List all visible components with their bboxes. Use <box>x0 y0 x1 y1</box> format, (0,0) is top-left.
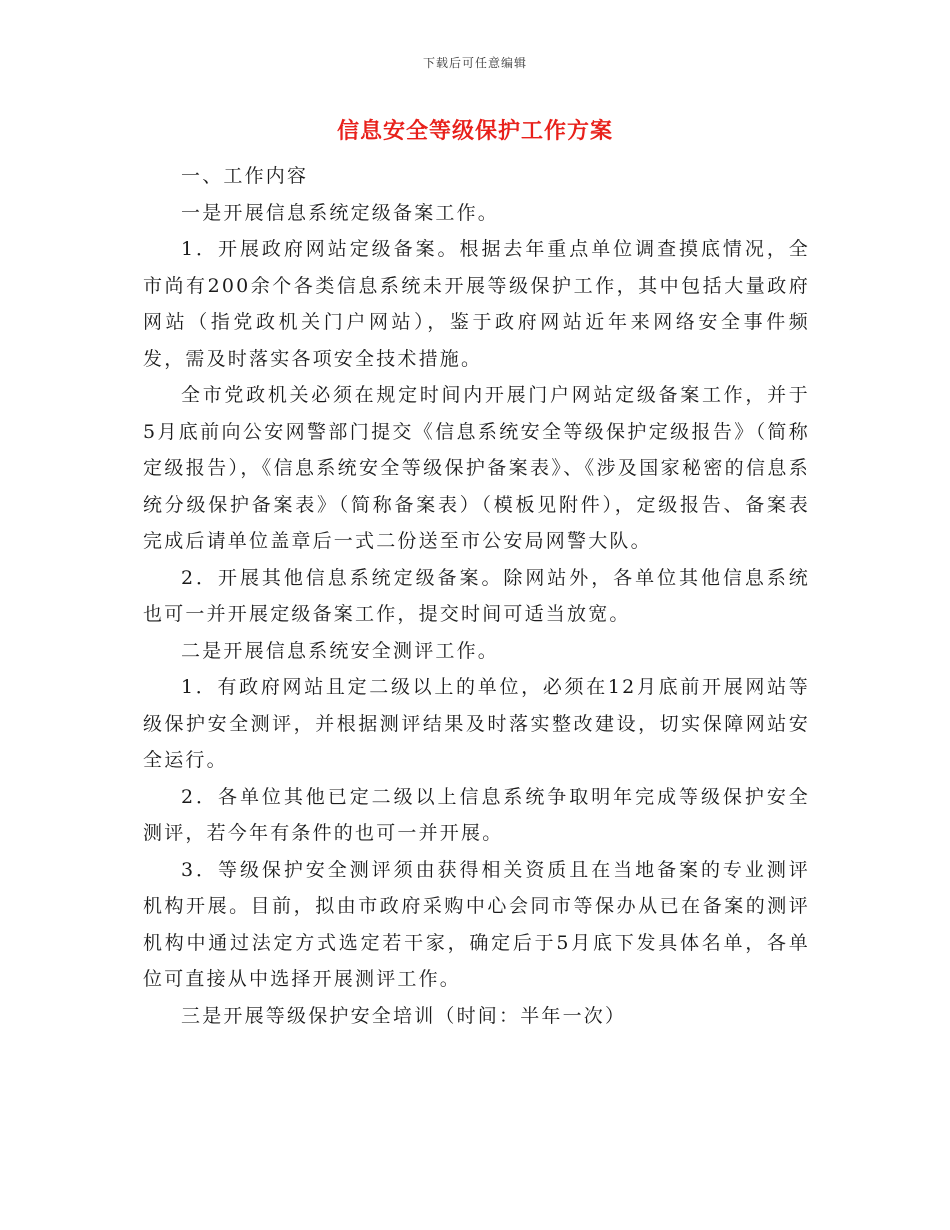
paragraph-filing-requirements: 全市党政机关必须在规定时间内开展门户网站定级备案工作，并于5月底前向公安网警部门提交《信息系统安全等级保护定级报告》（简称定级报告），《信息系统安全等级保护备案表》、《涉及国家秘密的信息系统分级保护备案表》（简称备案表）（模板见附件），定级报告、备案表完成后请单位盖章后一式二份送至市公安局网警大队。 <box>143 384 810 552</box>
header-note: 下载后可任意编辑 <box>422 56 527 70</box>
section-heading-work-content: 一、工作内容 <box>181 165 309 187</box>
item-heading-assessment: 二是开展信息系统安全测评工作。 <box>181 639 500 662</box>
paragraph-website-assessment: 1．有政府网站且定二级以上的单位，必须在12月底前开展网站等级保护安全测评，并根据测评结果及时落实整改建设，切实保障网站安全运行。 <box>143 676 810 771</box>
item-heading-filing: 一是开展信息系统定级备案工作。 <box>181 201 500 224</box>
paragraph-gov-website-filing: 1．开展政府网站定级备案。根据去年重点单位调查摸底情况，全市尚有200余个各类信息系统未开展等级保护工作，其中包括大量政府网站（指党政机关门户网站），鉴于政府网站近年来网络安全事件频发，需及时落实各项安全技术措施。 <box>143 238 810 370</box>
paragraph-other-assessment: 2．各单位其他已定二级以上信息系统争取明年完成等级保护安全测评，若今年有条件的也可一并开展。 <box>143 785 810 844</box>
paragraph-other-systems-filing: 2．开展其他信息系统定级备案。除网站外，各单位其他信息系统也可一并开展定级备案工作，提交时间可适当放宽。 <box>143 566 810 625</box>
paragraph-assessment-agencies: 3．等级保护安全测评须由获得相关资质且在当地备案的专业测评机构开展。目前，拟由市政府采购中心会同市等保办从已在备案的测评机构中通过法定方式选定若干家，确定后于5月底下发具体名单，各单位可直接从中选择开展测评工作。 <box>143 858 810 990</box>
item-heading-training: 三是开展等级保护安全培训（时间：半年一次） <box>181 1004 627 1027</box>
document-title: 信息安全等级保护工作方案 <box>336 118 613 144</box>
document-body <box>143 158 810 1034</box>
